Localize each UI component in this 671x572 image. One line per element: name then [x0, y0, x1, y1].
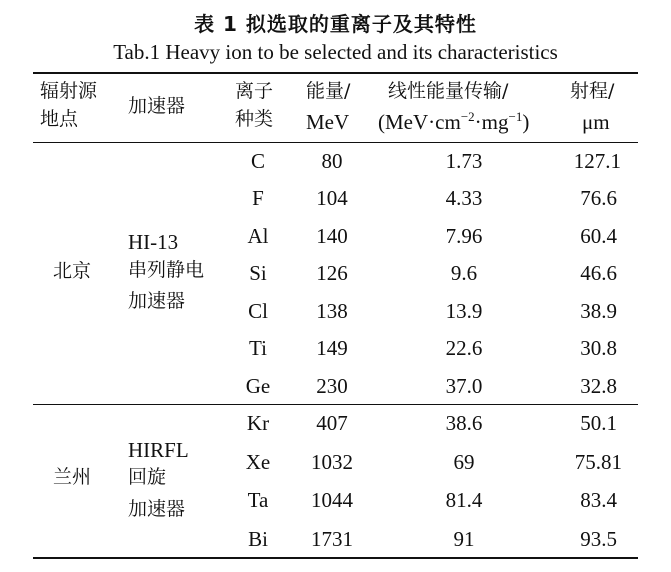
let-cell: 37.0	[445, 374, 483, 398]
header-ion-line1: 离子	[235, 80, 274, 102]
energy-cell: 1032	[311, 450, 353, 474]
range-cell: 83.4	[580, 488, 617, 512]
let-cell: 9.6	[450, 261, 478, 285]
ion-cell: Bi	[248, 527, 268, 551]
ion-cell: Kr	[246, 411, 270, 435]
energy-cell: 80	[321, 149, 343, 173]
header-energy-unit: MeV	[306, 110, 350, 134]
ion-cell: F	[252, 186, 264, 210]
ion-cell: Ti	[249, 336, 267, 360]
header-energy-line1: 能量/	[306, 80, 351, 102]
site-label: 兰州	[53, 466, 92, 488]
ion-cell: Ta	[247, 488, 269, 512]
header-range-unit: μm	[582, 110, 610, 134]
accelerator-line2: 串列静电	[128, 259, 205, 281]
ion-cell: Cl	[248, 299, 268, 323]
let-cell: 4.33	[445, 186, 483, 210]
table-caption-en: Tab.1 Heavy ion to be selected and its characteristics	[113, 40, 558, 64]
header-accelerator: 加速器	[128, 95, 186, 117]
header-source-line2: 地点	[40, 108, 79, 130]
energy-cell: 140	[316, 224, 348, 248]
let-cell: 69	[453, 450, 475, 474]
top-rule	[33, 72, 638, 74]
energy-cell: 126	[316, 261, 348, 285]
ion-cell: Xe	[245, 450, 271, 474]
header-let-line1: 线性能量传输/	[388, 80, 509, 102]
range-cell: 75.81	[574, 450, 622, 474]
bottom-rule	[33, 557, 638, 559]
let-cell: 22.6	[445, 336, 483, 360]
ion-cell: C	[250, 149, 266, 173]
energy-cell: 230	[316, 374, 348, 398]
accelerator-line2: 回旋	[128, 466, 167, 488]
accelerator-line3: 加速器	[128, 498, 186, 520]
ion-cell: Ge	[245, 374, 271, 398]
let-cell: 91	[453, 527, 475, 551]
header-source-line1: 辐射源	[40, 80, 98, 102]
range-cell: 38.9	[580, 299, 617, 323]
table-caption-cn: 表 1 拟选取的重离子及其特性	[194, 12, 477, 36]
let-cell: 7.96	[445, 224, 483, 248]
range-cell: 50.1	[580, 411, 617, 435]
header-rule	[33, 142, 638, 143]
let-cell: 13.9	[445, 299, 483, 323]
range-cell: 60.4	[580, 224, 617, 248]
energy-cell: 1044	[311, 488, 353, 512]
header-ion-line2: 种类	[235, 108, 274, 130]
let-cell: 81.4	[445, 488, 483, 512]
ion-cell: Al	[247, 224, 269, 248]
energy-cell: 104	[316, 186, 348, 210]
header-let-unit: $(MeV\cdot cm^{-2}\cdot mg^{-1})$	[378, 109, 530, 134]
energy-cell: 407	[316, 411, 348, 435]
range-cell: 46.6	[580, 261, 617, 285]
let-cell: 1.73	[445, 149, 483, 173]
accelerator-line3: 加速器	[128, 290, 186, 312]
energy-cell: 1731	[311, 527, 353, 551]
site-label: 北京	[53, 260, 92, 282]
accelerator-line1: HIRFL	[128, 438, 189, 462]
header-range-line1: 射程/	[570, 80, 615, 102]
range-cell: 127.1	[573, 149, 621, 173]
group-divider-rule	[33, 404, 638, 405]
energy-cell: 149	[316, 336, 348, 360]
range-cell: 76.6	[580, 186, 617, 210]
range-cell: 30.8	[580, 336, 617, 360]
ion-cell: Si	[249, 261, 267, 285]
range-cell: 32.8	[580, 374, 617, 398]
accelerator-line1: HI-13	[128, 230, 179, 254]
range-cell: 93.5	[580, 527, 617, 551]
energy-cell: 138	[316, 299, 348, 323]
let-cell: 38.6	[445, 411, 483, 435]
